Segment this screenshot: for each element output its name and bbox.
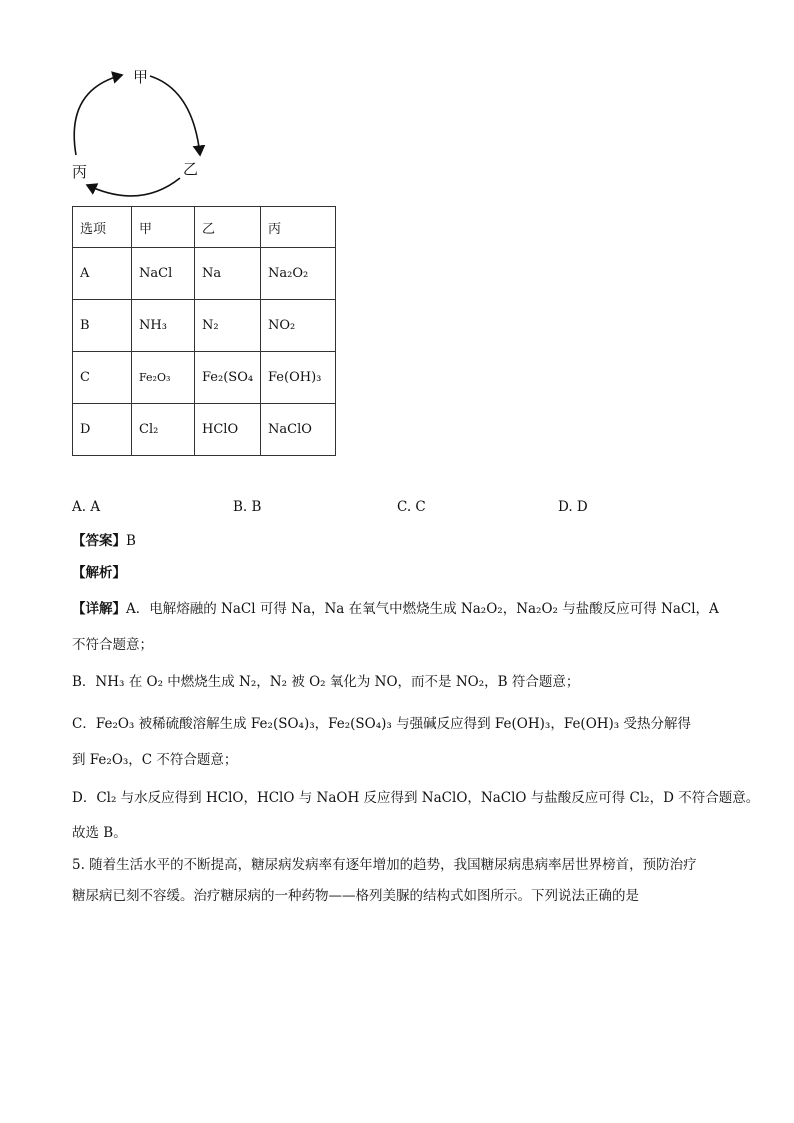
table-cell: B [73, 300, 132, 352]
cycle-label-yi: 乙 [183, 160, 199, 178]
answer-value: B [126, 533, 136, 549]
table-cell: A [73, 248, 132, 300]
choice-c[interactable]: C. C [397, 499, 426, 515]
table-row [73, 248, 336, 300]
table-cell: Na [195, 248, 261, 300]
answer-line [72, 529, 136, 549]
arrow-top-to-right [150, 76, 200, 155]
table-header-cell: 甲 [132, 207, 195, 248]
table-cell: Fe₂O₃ [132, 352, 195, 404]
explanation-conclusion: 故选 B。 [72, 825, 127, 841]
table-cell: C [73, 352, 132, 404]
table-cell: N₂ [195, 300, 261, 352]
explanation-d: D．Cl₂ 与水反应得到 HClO，HClO 与 NaOH 反应得到 NaClO，NaClO 与盐酸反应可得 Cl₂，D 不符合题意。 [72, 790, 760, 806]
table-header-cell: 选项 [73, 207, 132, 248]
table-cell: Na₂O₂ [261, 248, 336, 300]
table-cell: Cl₂ [132, 404, 195, 456]
table-cell: NH₃ [132, 300, 195, 352]
arrow-right-to-left [87, 178, 180, 196]
table-cell: NO₂ [261, 300, 336, 352]
choice-b[interactable]: B. B [233, 499, 262, 515]
explanation-a-line1 [72, 597, 719, 617]
table-cell: NaClO [261, 404, 336, 456]
choice-d[interactable]: D. D [558, 499, 588, 515]
explanation-a-line2: 不符合题意； [72, 637, 153, 653]
table-row [73, 300, 336, 352]
cycle-label-jia: 甲 [133, 68, 149, 86]
explanation-c-line1: C．Fe₂O₃ 被稀硫酸溶解生成 Fe₂(SO₄)₃，Fe₂(SO₄)₃ 与强碱反应得到 Fe(OH)₃，Fe(OH)₃ 受热分解得 [72, 716, 692, 732]
explanation-b: B．NH₃ 在 O₂ 中燃烧生成 N₂，N₂ 被 O₂ 氧化为 NO，而不是 NO₂，B 符合题意； [72, 674, 580, 690]
table-cell: Fe₂(SO₄ [195, 352, 261, 404]
answer-label: 【答案】 [72, 533, 126, 549]
table-header-row [73, 207, 336, 248]
table-cell: D [73, 404, 132, 456]
explanation-c-line2: 到 Fe₂O₃，C 不符合题意； [72, 752, 238, 768]
analysis-label: 【解析】 [72, 565, 126, 581]
question5-line2: 糖尿病已刻不容缓。治疗糖尿病的一种药物——格列美脲的结构式如图所示。下列说法正确的是 [72, 888, 639, 904]
arrow-left-to-top [74, 75, 122, 155]
table-cell: Fe(OH)₃ [261, 352, 336, 404]
explanation-a-text: A．电解熔融的 NaCl 可得 Na，Na 在氧气中燃烧生成 Na₂O₂，Na₂O₂ 与盐酸反应可得 NaCl，A [126, 601, 719, 617]
table-cell: HClO [195, 404, 261, 456]
table-row [73, 404, 336, 456]
table-row [73, 352, 336, 404]
table-cell: NaCl [132, 248, 195, 300]
options-table [72, 206, 336, 456]
table-header-cell: 丙 [261, 207, 336, 248]
detail-label: 【详解】 [72, 601, 126, 617]
question5-line1: 5. 随着生活水平的不断提高，糖尿病发病率有逐年增加的趋势，我国糖尿病患病率居世界榜首，预防治疗 [72, 857, 697, 873]
cycle-label-bing: 丙 [72, 163, 88, 181]
table-header-cell: 乙 [195, 207, 261, 248]
choice-a[interactable]: A. A [72, 499, 101, 515]
